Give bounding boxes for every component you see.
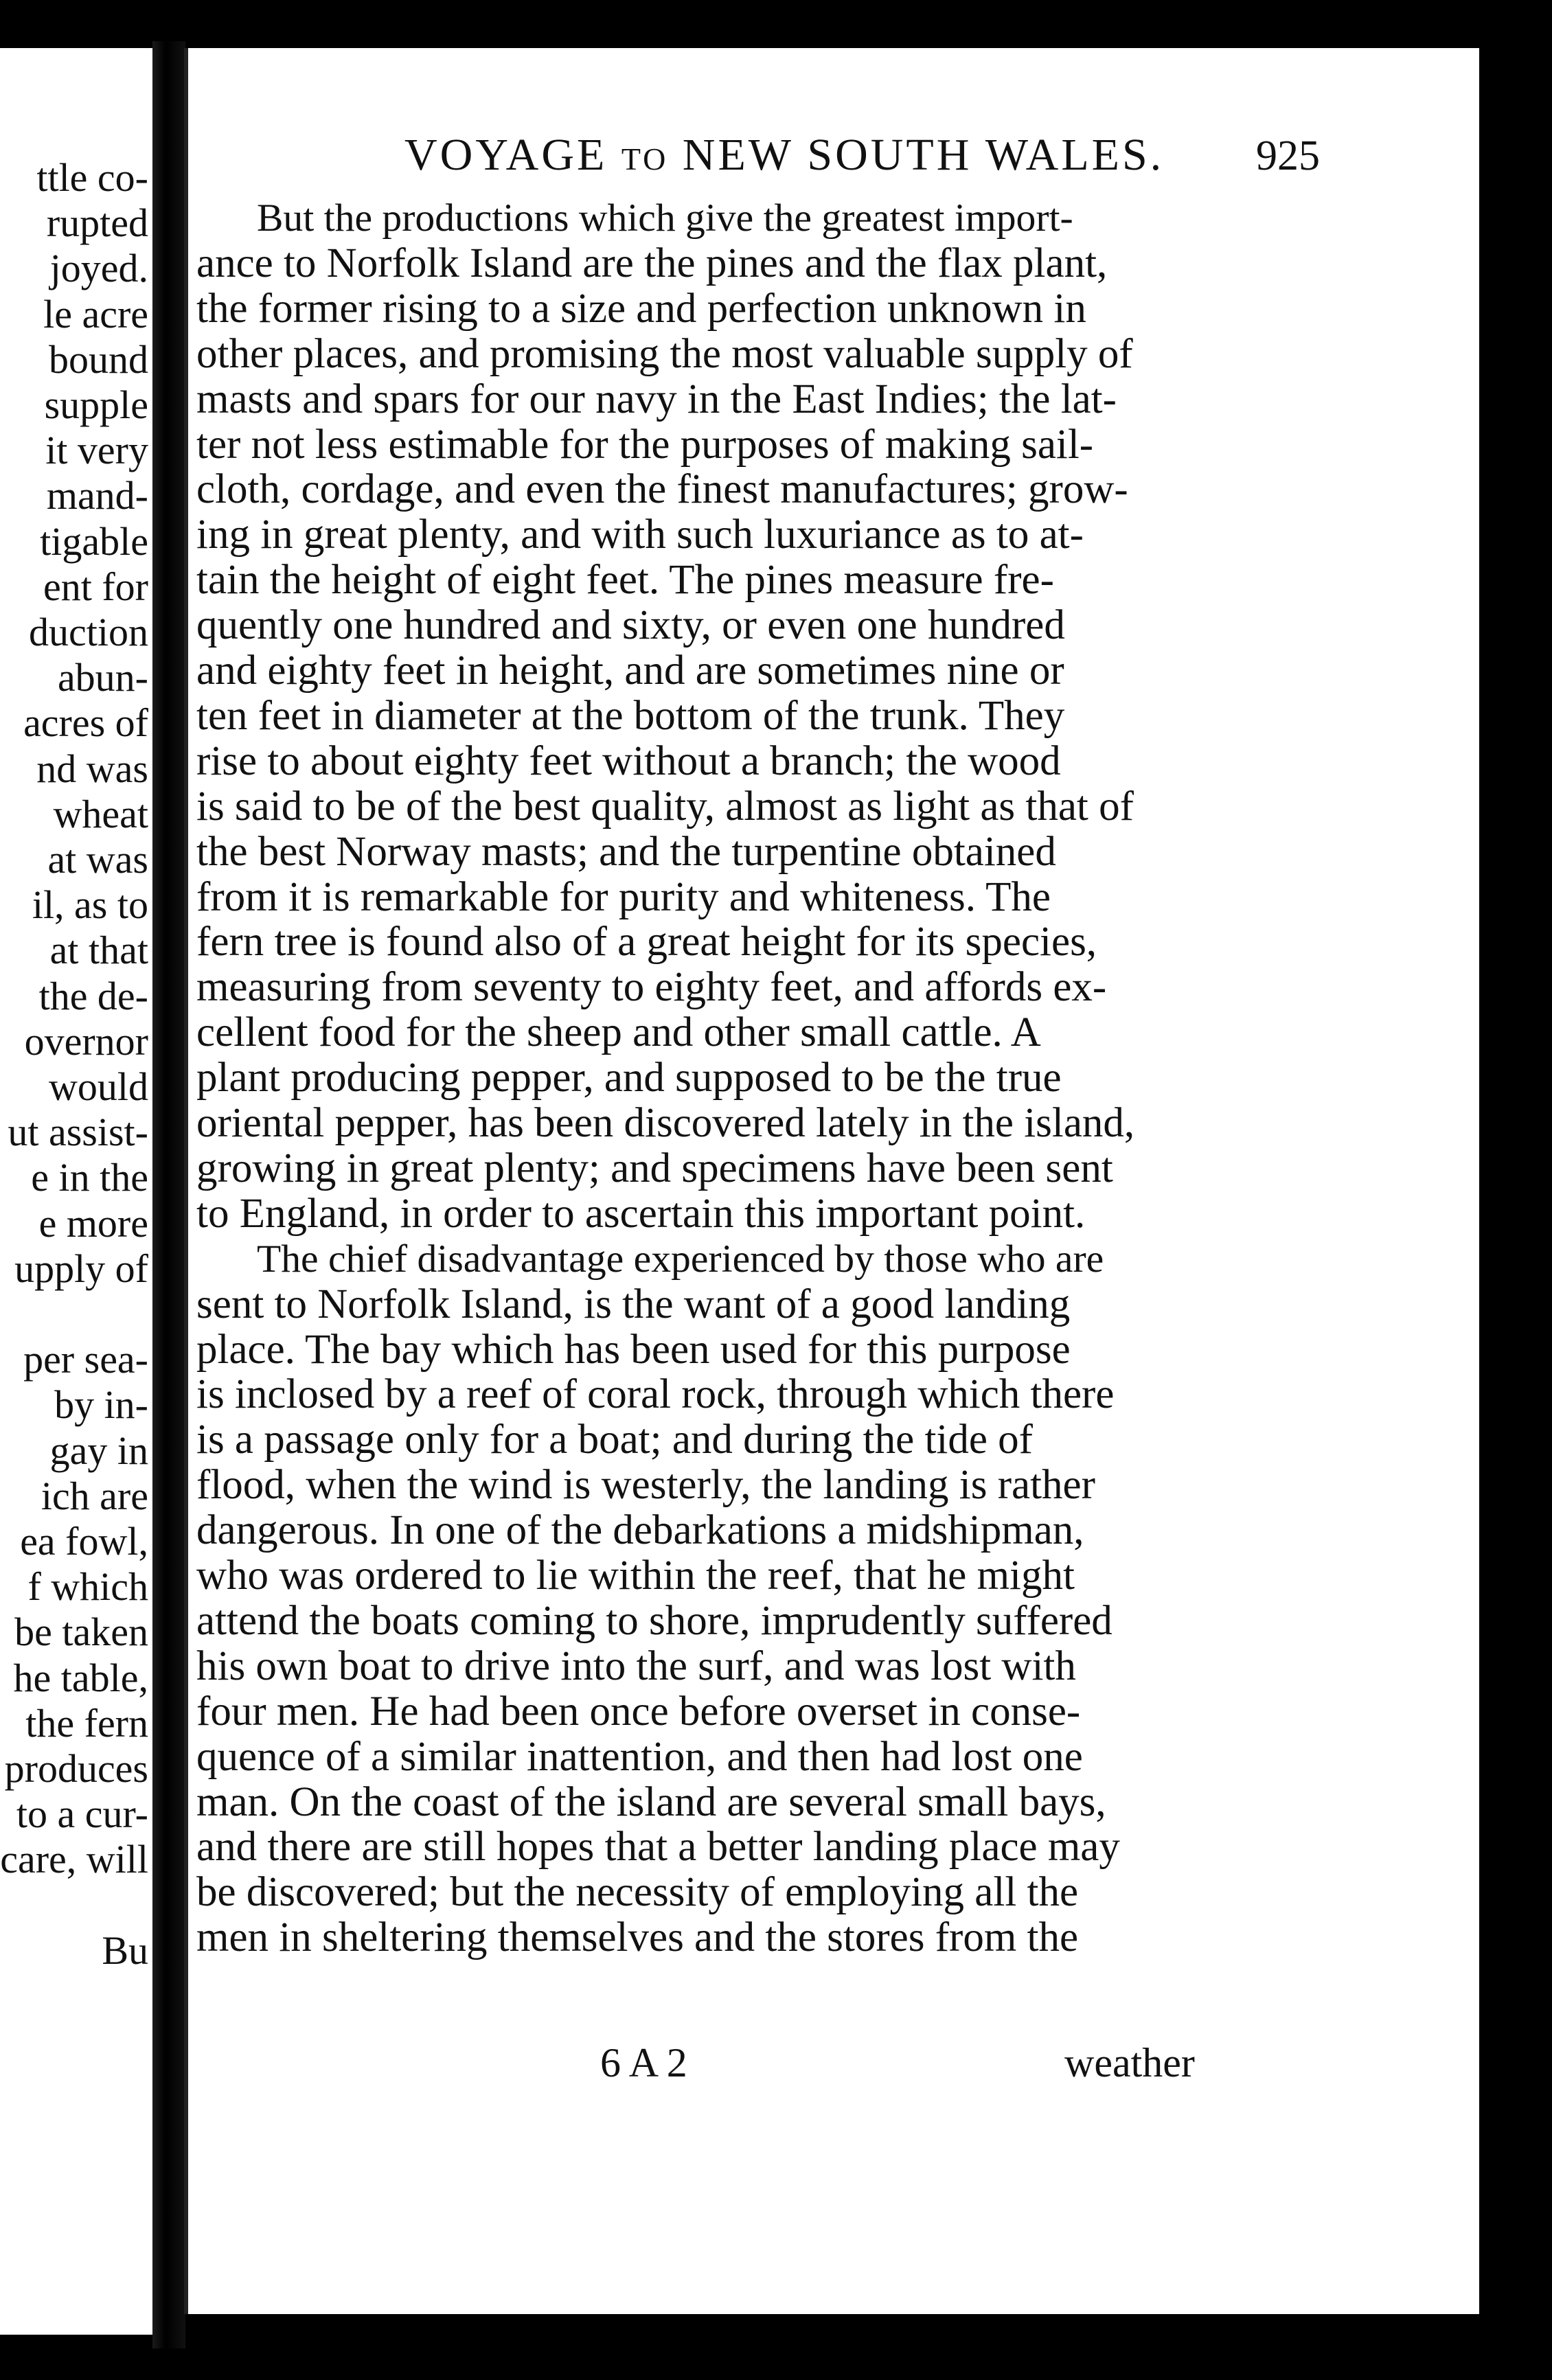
body-line: dangerous. In one of the debarkations a midshipman, [196,1507,1084,1554]
left-page-line: care, will [0,1837,148,1882]
left-page-line: ttle co- [36,155,148,200]
left-page-line: f which [27,1564,148,1610]
left-page-line: overnor [24,1018,148,1064]
body-line: is inclosed by a reef of coral rock, through which there [196,1371,1115,1418]
left-page-line: would [49,1064,148,1109]
catchword: weather [1064,2040,1195,2085]
body-line: the former rising to a size and perfection unknown in [196,285,1086,332]
body-line: fern tree is found also of a great height for its species, [196,919,1097,965]
left-page-line: il, as to [32,882,148,928]
book-gutter [152,41,185,2348]
left-page-line: ich are [41,1473,148,1518]
signature-mark: 6 A 2 [600,2040,687,2085]
body-line: quently one hundred and sixty, or even one hundred [196,602,1065,649]
left-page-line: upply of [14,1246,148,1291]
left-page-line: wheat [53,791,148,836]
body-line: from it is remarkable for purity and whiteness. The [196,873,1051,920]
left-page-line: e more [38,1200,148,1246]
left-page-line: supple [44,382,148,427]
body-line: cellent food for the sheep and other small cattle. A [196,1009,1041,1056]
right-page [184,48,1479,2314]
body-line: is a passage only for a boat; and during the tide of [196,1417,1033,1463]
body-line: The chief disadvantage experienced by those who are [257,1237,1104,1281]
running-title: VOYAGE to NEW SOUTH WALES. [404,130,1165,180]
left-page-line: per sea- [23,1337,148,1382]
body-line: rise to about eighty feet without a branch; the wood [196,737,1061,784]
body-line: measuring from seventy to eighty feet, and affords ex- [196,964,1107,1011]
body-line: and eighty feet in height, and are sometimes nine or [196,648,1064,694]
left-page-line: acres of [23,700,148,746]
left-page-line: mand- [46,473,148,518]
left-page-line: by in- [54,1382,148,1428]
left-page-line: gay in [49,1428,148,1473]
left-page-line: rupted [46,201,148,246]
body-text [188,48,1479,2314]
left-page-line: tigable [40,518,148,564]
body-line: sent to Norfolk Island, is the want of a good landing [196,1281,1071,1327]
body-line: But the productions which give the greatest import- [257,196,1073,240]
left-page-line: bound [49,336,148,382]
body-line: man. On the coast of the island are several small bays, [196,1778,1106,1825]
body-line: ten feet in diameter at the bottom of the trunk. They [196,692,1065,739]
body-line: tain the height of eight feet. The pines measure fre- [196,557,1054,604]
body-line: plant producing pepper, and supposed to be the true [196,1055,1062,1101]
left-page-line: Bu [102,1927,148,1973]
body-line: men in sheltering themselves and the stores from the [196,1914,1079,1961]
body-line: place. The bay which has been used for this purpose [196,1326,1071,1373]
left-page-line: it very [45,428,148,473]
body-line: ing in great plenty, and with such luxuriance as to at- [196,512,1084,558]
left-page-line: nd was [36,746,148,791]
body-line: cloth, cordage, and even the finest manufactures; grow- [196,466,1128,513]
left-page-line: be taken [14,1610,148,1655]
left-page-line: ent for [43,564,148,609]
body-line: attend the boats coming to shore, imprudently suffered [196,1597,1112,1644]
left-page-line: abun- [57,655,148,700]
left-page-fragment [0,48,152,2335]
left-page-line: the de- [38,973,148,1018]
left-page-line: produces [4,1746,148,1791]
body-line: ance to Norfolk Island are the pines and the flax plant, [196,240,1108,286]
body-line: is said to be of the best quality, almost as light as that of [196,783,1134,829]
left-page-line: at was [47,837,148,882]
body-line: quence of a similar inattention, and then had lost one [196,1733,1083,1780]
body-line: who was ordered to lie within the reef, that he might [196,1553,1075,1599]
page-number: 925 [1256,133,1320,179]
body-line: masts and spars for our navy in the East Indies; the lat- [196,376,1117,422]
body-line: and there are still hopes that a better landing place may [196,1824,1120,1870]
body-line: to England, in order to ascertain this important point. [196,1190,1086,1237]
body-line: his own boat to drive into the surf, and was lost with [196,1643,1076,1689]
left-page-line: he table, [13,1655,148,1700]
body-line: the best Norway masts; and the turpentine obtained [196,828,1056,875]
left-page-line: e in the [31,1155,148,1200]
body-line: other places, and promising the most valuable supply of [196,330,1133,377]
left-page-line: to a cur- [16,1792,148,1837]
left-page-line: the fern [25,1700,148,1746]
left-page-line: duction [29,610,148,654]
left-page-line: le acre [43,291,148,336]
left-page-line: joyed. [49,246,148,291]
body-line: ter not less estimable for the purposes of making sail- [196,421,1094,468]
left-page-line: at that [49,928,148,973]
body-line: four men. He had been once before overset in conse- [196,1688,1081,1735]
left-page-line: ea fowl, [20,1519,148,1564]
body-line: flood, when the wind is westerly, the landing is rather [196,1462,1095,1509]
body-line: be discovered; but the necessity of employing all the [196,1869,1079,1916]
body-line: growing in great plenty; and specimens have been sent [196,1145,1113,1191]
left-page-line: ut assist- [8,1110,148,1155]
body-line: oriental pepper, has been discovered lately in the island, [196,1100,1135,1146]
